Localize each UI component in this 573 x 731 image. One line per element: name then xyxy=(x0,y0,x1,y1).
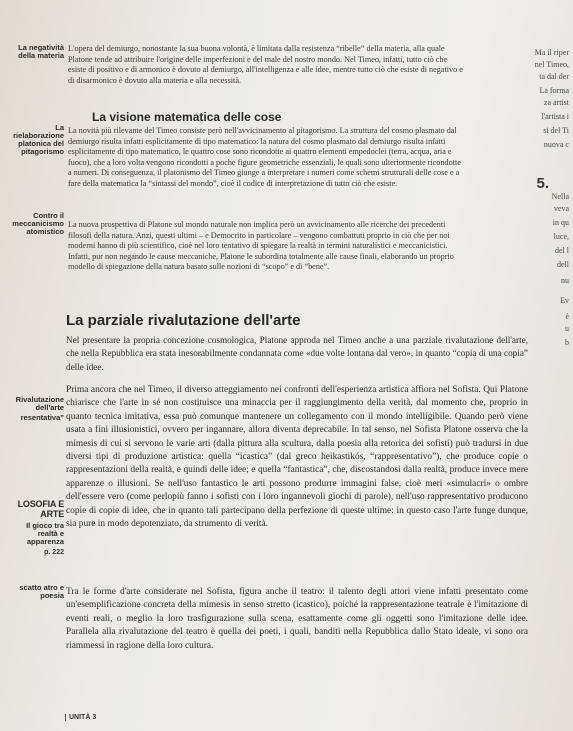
margin-note-resentativa: resentativa” xyxy=(20,413,64,422)
right-fragment: l'artista i xyxy=(541,112,569,121)
right-fragment: La forma xyxy=(539,86,569,95)
right-fragment: in qu xyxy=(552,218,569,227)
section2-p1: Prima ancora che nel Timeo, il diverso atteggiamento nei confronti dell'esperienza artistica affiora nel Sofista. Qui Platone chiarisce che l'arte in sé non costituisce una minaccia per il raggiungimento della verità, dal momento che, proprio in quanto tecnica imitativa, essa può comunque mantenere un collegamento con il mondo intelligibile. Quando però viene usata a fini illusionistici, ovvero per ingannare, allora diventa deprecabile. In tal senso, nel Sofista Platone osserva che la mímesis di cui si servono le varie arti (dalla pittura alla scultura, dalla poesia alla retorica dei sofisti) può tradursi in due diversi tipi di produzione artistica: quella “icastica” (dal greco heikastikós, “rappresentativo”), che produce copie o rappresentazioni della realtà, e quindi delle idee; e quella “fantastica”, che, discostandosi dalla realtà, produce invece mere apparenze o illusioni. Se nell'uso fantastico le arti possono produrre immagini false, cioè meri «simulacri» o ombre dell'essere vero (come perlopiù fanno i sofisti con i loro ingannevoli giochi di parole), nell'uso rappresentativo producono copie di copie di idee, che in quanto tali partecipano della perfezione di queste ultime: in questo caso l'arte funge dunque, sia pure in modo depotenziato, da strumento di verità. xyxy=(66,385,528,530)
margin-note-filosofia-arte: LOSOFIA E ARTE xyxy=(17,499,64,519)
right-fragment: nel Timeo, xyxy=(534,60,569,69)
section1-body: La novità più rilevante del Timeo consiste però nell'avvicinamento al pitagorismo. La struttura del cosmo plasmato dal demiurgo risulta infatti esplicitamente di tipo matematico: la natura del cosmo plasmato dal demiurgo risulta infatti esplicitamente di tipo matematico, le quattro cose sono ricondotte ai quattro elementi empedoclei (terra, acqua, aria e fuoco), che a loro volta vengono ricondotti a poche figure geometriche essenziali, le quali sono ulteriormente ricondotte a numeri. Di conseguenza, il platonismo del Timeo giunge a interpretare i numeri come schemi strutturali delle cose e a fare della matematica la “sintassi del mondo”, cioè il codice di interpretazione di tutto ciò che esiste. xyxy=(68,126,461,188)
right-fragment: Nella xyxy=(551,192,569,201)
right-fragment: b xyxy=(565,338,569,347)
margin-note-teatro: scatto atro e poesia xyxy=(19,583,64,600)
section1-body2: La nuova prospettiva di Platone sul mondo naturale non implica però un avvicinamento alle ricerche dei precedenti filosofi della natura. Anzi, questi ultimi – e Democrito in particolare – vengono combattuti proprio in ciò che per noi moderni hanno di più scientifico, cioè nel loro tentativo di spiegare la realtà in termini naturalistici e meccanicistici. Infatti, pur non negando le cause meccaniche, Platone le subordina totalmente alle cause finali, elaborando un proprio modello di spiegazione della natura basato sulle nozioni di “scopo” e di “bene”. xyxy=(68,220,454,272)
section2-intro: Nel presentare la propria concezione cosmologica, Platone approda nel Timeo anche a una parziale rivalutazione dell'arte, che nella Repubblica era stata inesorabilmente condannata come «due volte lontana dal vero», in quanto “copia di una copia” delle idee. xyxy=(66,335,528,372)
section2-p2: Tra le forme d'arte considerate nel Sofista, figura anche il teatro: il talento degli attori viene infatti presentato come un'esemplificazione concreta della mímesis in senso stretto (icastico), poiché la rappresentazione teatrale è l'imitazione di eventi reali, o meglio la loro trasfigurazione sulla scena, esattamente come gli oggetti sono l'imitazione delle idee. Parallela alla rivalutazione del teatro è quella dei poeti, i quali, banditi nella Repubblica dallo Stato ideale, vi sono ora riammessi in ragione della loro cultura. xyxy=(66,587,528,651)
margin-note-meccanicismo: Contro il meccanicismo atomistico xyxy=(12,211,64,236)
margin-link-page[interactable]: p. 222 xyxy=(44,549,64,556)
right-fragment: u xyxy=(565,324,569,333)
right-fragment: Ma il riper xyxy=(534,48,569,57)
margin-note-rivalutazione: Rivalutazione dell'arte xyxy=(15,395,64,412)
margin-note-gioco: Il gioco tra realtà e apparenza xyxy=(26,521,64,546)
right-fragment: luce, xyxy=(553,232,569,241)
margin-note-rielaborazione: La rielaborazione platonica del pitagorismo xyxy=(13,123,64,156)
right-fragment: za artist xyxy=(543,98,569,107)
margin-note-negativita: La negatività della materia xyxy=(18,43,64,60)
section-number: 5. xyxy=(536,175,549,192)
section-title-visione: La visione matematica delle cose xyxy=(92,110,282,124)
right-fragment: veva xyxy=(553,204,569,213)
right-fragment: del l xyxy=(555,246,569,255)
unit-label: UNITÀ 3 xyxy=(65,714,96,721)
section-title-rivalutazione: La parziale rivalutazione dell'arte xyxy=(66,312,301,329)
right-fragment: ta dal der xyxy=(539,72,569,81)
right-fragment: nuova c xyxy=(543,140,569,149)
right-fragment: dell xyxy=(557,260,569,269)
right-fragment: Ev xyxy=(560,296,569,305)
paragraph-top: L'opera del demiurgo, nonostante la sua buona volontà, è limitata dalla resistenza “ribelle” della materia, alla quale Platone tende ad attribuire l'origine delle imperfezioni e del male del nostro mondo. Nel Timeo, infatti, tutto ciò che esiste di positivo e di armonico è dovuto al demiurgo, all'intelligenza e alle idee, mentre tutto ciò che esiste di negativo e di disarmonico è dovuto alla materia e alla necessità. xyxy=(68,44,463,85)
right-fragment: si del Ti xyxy=(543,126,569,135)
right-column-fragment xyxy=(517,40,573,700)
right-fragment: è xyxy=(565,312,569,321)
right-fragment: nu xyxy=(561,276,569,285)
